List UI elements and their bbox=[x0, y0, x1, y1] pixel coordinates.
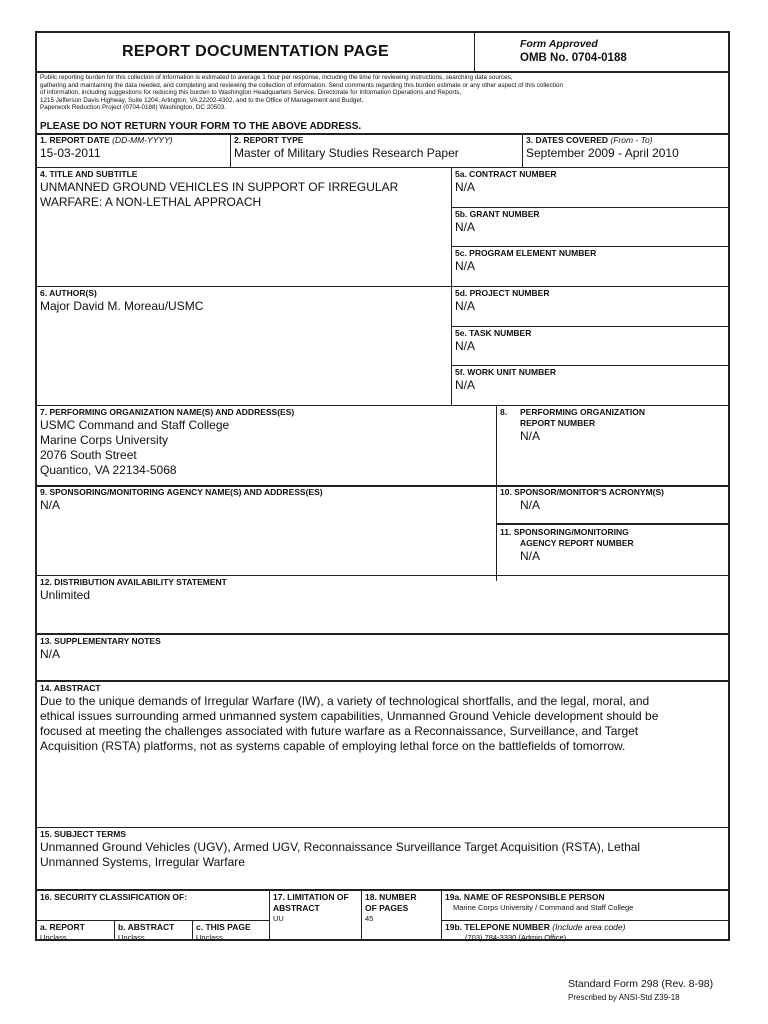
burden-line: gathering and maintaining the data needed, and completing and reviewing the collection of information. Send comments regarding this burden estimate or any other aspect of this collection bbox=[40, 81, 563, 89]
field-hint: (DD-MM-YYYY) bbox=[112, 135, 173, 145]
subject-terms-line: Unmanned Ground Vehicles (UGV), Armed UGV, Reconnaissance Surveillance Target Acquisition (RSTA), Lethal bbox=[40, 840, 641, 854]
field-9-sponsoring-agency bbox=[40, 487, 490, 513]
author-value: Major David M. Moreau/USMC bbox=[40, 299, 204, 313]
field-4-title bbox=[40, 169, 450, 210]
burden-line: Public reporting burden for this collection of information is estimated to average 1 hour per response, including the time for reviewing instructions, searching data sources, bbox=[40, 74, 513, 81]
project-number-value: N/A bbox=[455, 299, 476, 313]
distribution-value: Unlimited bbox=[40, 588, 91, 602]
program-element-value: N/A bbox=[455, 259, 476, 273]
address-line: Marine Corps University bbox=[40, 433, 169, 447]
field-5f-work-unit-number bbox=[455, 367, 725, 393]
field-19b-telephone bbox=[445, 922, 727, 942]
field-label: 17. LIMITATION OF bbox=[273, 892, 349, 902]
field-2-report-type bbox=[234, 135, 519, 161]
abstract-line: ethical issues surrounding armed unmanned system capabilities, Unmanned Ground Vehicle development should be bbox=[40, 709, 659, 723]
burden-statement bbox=[40, 74, 725, 112]
return-warning: PLEASE DO NOT RETURN YOUR FORM TO THE ABOVE ADDRESS. bbox=[40, 121, 362, 132]
form-approved-label: Form Approved bbox=[520, 38, 598, 50]
field-label: 1. REPORT DATE bbox=[40, 135, 110, 145]
field-label: 6. AUTHOR(S) bbox=[40, 288, 97, 298]
agency-report-number-value: N/A bbox=[520, 549, 541, 563]
report-type-value: Master of Military Studies Research Paper bbox=[234, 146, 459, 160]
field-11-agency-report-number bbox=[500, 527, 725, 564]
address-line: 2076 South Street bbox=[40, 448, 137, 462]
prescribed-by: Prescribed by ANSI-Std Z39-18 bbox=[568, 993, 680, 1002]
page-classification-value: Unclass bbox=[196, 933, 223, 942]
field-16a-report bbox=[40, 922, 112, 942]
field-label: c. THIS PAGE bbox=[196, 922, 251, 932]
field-19a-responsible-person bbox=[445, 892, 727, 912]
field-16c-this-page bbox=[196, 922, 268, 942]
task-number-value: N/A bbox=[455, 339, 476, 353]
abstract-line: Due to the unique demands of Irregular Warfare (IW), a variety of technological shortfalls, and the legal, moral, and bbox=[40, 694, 650, 708]
field-label: 13. SUPPLEMENTARY NOTES bbox=[40, 636, 161, 646]
field-label: AGENCY REPORT NUMBER bbox=[520, 538, 634, 548]
field-label: 4. TITLE AND SUBTITLE bbox=[40, 169, 138, 179]
field-label: 19a. NAME OF RESPONSIBLE PERSON bbox=[445, 892, 605, 902]
field-7-performing-organization bbox=[40, 407, 490, 478]
subject-terms-line: Unmanned Systems, Irregular Warfare bbox=[40, 855, 245, 869]
field-hint: (From - To) bbox=[610, 135, 653, 145]
field-label: OF PAGES bbox=[365, 903, 409, 913]
field-12-distribution bbox=[40, 577, 725, 603]
field-label: 7. PERFORMING ORGANIZATION NAME(S) AND ADDRESS(ES) bbox=[40, 407, 295, 417]
title-line: UNMANNED GROUND VEHICLES IN SUPPORT OF IRREGULAR bbox=[40, 180, 399, 194]
field-label: REPORT NUMBER bbox=[520, 418, 596, 428]
field-label: 3. DATES COVERED bbox=[526, 135, 609, 145]
form-number: Standard Form 298 (Rev. 8-98) bbox=[568, 978, 714, 990]
limitation-value: UU bbox=[273, 914, 284, 923]
field-5e-task-number bbox=[455, 328, 725, 354]
field-label: 19b. TELEPONE NUMBER bbox=[445, 922, 550, 932]
field-label: PERFORMING ORGANIZATION bbox=[520, 407, 645, 417]
title-line: WARFARE: A NON-LETHAL APPROACH bbox=[40, 195, 262, 209]
work-unit-value: N/A bbox=[455, 378, 476, 392]
burden-line: of information, including suggestions for reducing this burden to Washington Headquarters Service, Directorate for Information Operations and Reports, bbox=[40, 89, 462, 97]
field-5c-program-element-number bbox=[455, 248, 725, 274]
field-5a-contract-number bbox=[455, 169, 725, 195]
contract-number-value: N/A bbox=[455, 180, 476, 194]
field-5b-grant-number bbox=[455, 209, 725, 235]
page-title: REPORT DOCUMENTATION PAGE bbox=[121, 43, 390, 60]
field-16-security-classification bbox=[40, 892, 265, 903]
abstract-classification-value: Unclass bbox=[118, 933, 145, 942]
report-documentation-form bbox=[35, 31, 730, 941]
field-label: 5c. PROGRAM ELEMENT NUMBER bbox=[455, 248, 597, 258]
field-label: 16. SECURITY CLASSIFICATION OF: bbox=[40, 892, 188, 902]
grant-number-value: N/A bbox=[455, 220, 476, 234]
abstract-line: focused at meeting the challenges associated with future warfare as a Reconnaissance, Surveillance, and Target bbox=[40, 724, 639, 738]
field-14-abstract bbox=[40, 683, 725, 754]
field-label: 5a. CONTRACT NUMBER bbox=[455, 169, 557, 179]
field-label: 5d. PROJECT NUMBER bbox=[455, 288, 550, 298]
dates-covered-value: September 2009 - April 2010 bbox=[526, 146, 679, 160]
field-16b-abstract bbox=[118, 922, 190, 942]
report-classification-value: Unclass bbox=[40, 933, 67, 942]
field-label: 5e. TASK NUMBER bbox=[455, 328, 532, 338]
field-label: 10. SPONSOR/MONITOR'S ACRONYM(S) bbox=[500, 487, 665, 497]
field-label: 12. DISTRIBUTION AVAILABILITY STATEMENT bbox=[40, 577, 227, 587]
sponsoring-agency-value: N/A bbox=[40, 498, 61, 512]
field-8-performing-org-report-number bbox=[500, 407, 725, 444]
field-3-dates-covered bbox=[526, 135, 726, 161]
responsible-person-value: Marine Corps University / Command and Staff College bbox=[453, 903, 634, 912]
number-of-pages-value: 45 bbox=[365, 914, 374, 923]
field-label: 2. REPORT TYPE bbox=[234, 135, 304, 145]
abstract-line: Acquisition (RSTA) platforms, not as systems capable of employing lethal force on the battlefields of tomorrow. bbox=[40, 739, 626, 753]
field-label: 14. ABSTRACT bbox=[40, 683, 101, 693]
burden-line: 1215 Jefferson Davis Highway, Suite 1204, Arlington, VA 22202-4302, and to the Office of Management and Budget, bbox=[40, 96, 364, 104]
field-1-report-date bbox=[40, 135, 230, 161]
report-date-value: 15-03-2011 bbox=[40, 146, 101, 160]
field-15-subject-terms bbox=[40, 829, 725, 870]
burden-line: Paperwork Reduction Project (0704-0188) Washington, DC 20503. bbox=[40, 104, 226, 112]
field-18-number-of-pages bbox=[365, 892, 439, 923]
address-line: Quantico, VA 22134-5068 bbox=[40, 463, 177, 477]
address-line: USMC Command and Staff College bbox=[40, 418, 230, 432]
omb-number: OMB No. 0704-0188 bbox=[520, 52, 627, 64]
field-label: 9. SPONSORING/MONITORING AGENCY NAME(S) AND ADDRESS(ES) bbox=[40, 487, 323, 497]
field-hint: (Include area code) bbox=[552, 922, 626, 932]
field-number: 8. bbox=[500, 407, 508, 417]
field-10-sponsor-acronym bbox=[500, 487, 725, 513]
performing-report-number-value: N/A bbox=[520, 429, 541, 443]
field-label: 18. NUMBER bbox=[365, 892, 417, 902]
supplementary-notes-value: N/A bbox=[40, 647, 61, 661]
field-13-supplementary-notes bbox=[40, 636, 725, 662]
telephone-value: (703) 784-3330 (Admin Office) bbox=[465, 933, 567, 942]
sponsor-acronym-value: N/A bbox=[520, 498, 541, 512]
field-6-authors bbox=[40, 288, 450, 314]
field-label: a. REPORT bbox=[40, 922, 85, 932]
field-label: 5f. WORK UNIT NUMBER bbox=[455, 367, 557, 377]
field-label: b. ABSTRACT bbox=[118, 922, 175, 932]
field-label: ABSTRACT bbox=[273, 903, 320, 913]
field-label: 11. SPONSORING/MONITORING bbox=[500, 527, 629, 537]
field-label: 15. SUBJECT TERMS bbox=[40, 829, 126, 839]
field-5d-project-number bbox=[455, 288, 725, 314]
field-17-limitation bbox=[273, 892, 359, 923]
field-label: 5b. GRANT NUMBER bbox=[455, 209, 540, 219]
